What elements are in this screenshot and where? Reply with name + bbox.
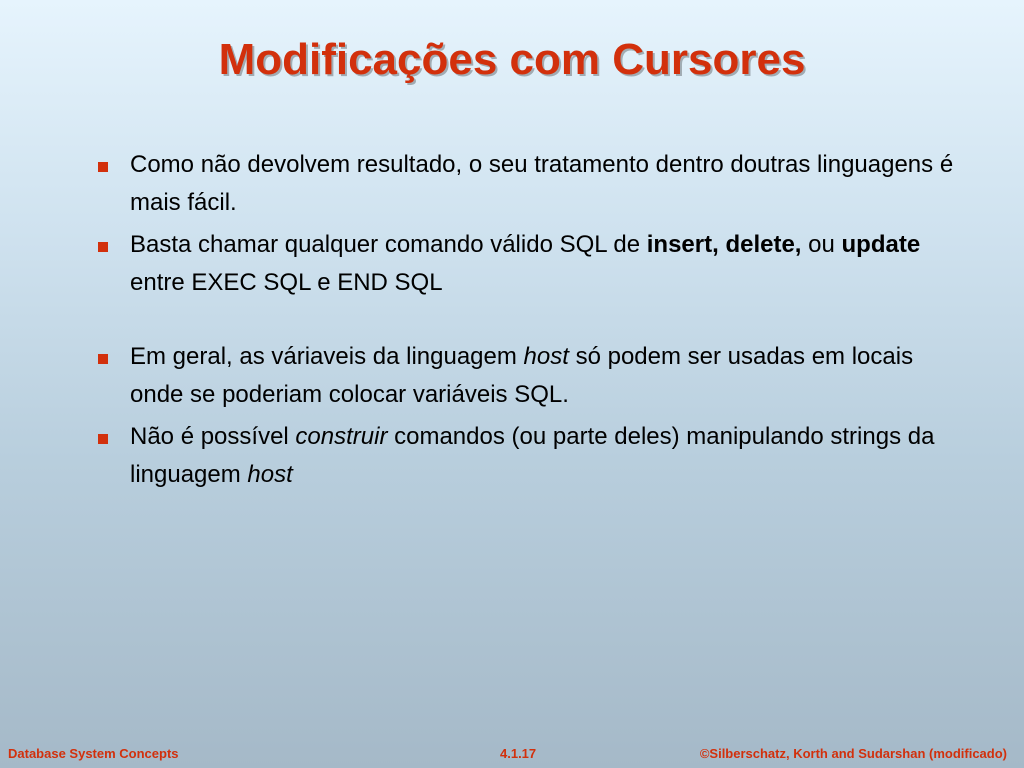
square-bullet-icon <box>98 434 108 444</box>
bullet-item <box>96 338 956 414</box>
bullet-item <box>96 226 956 302</box>
bullet-bold-text: insert, delete, <box>646 231 802 258</box>
bullet-italic-text: host <box>247 461 293 488</box>
footer-slide-number: 4.1.17 <box>500 746 537 761</box>
bullet-text: Em geral, as váriaveis da linguagem <box>130 343 524 370</box>
bullet-text: Basta chamar qualquer comando válido SQL de <box>130 231 647 258</box>
footer-book-title: Database System Concepts <box>8 746 179 761</box>
bullet-item <box>96 146 956 222</box>
bullet-text: entre EXEC SQL e END SQL <box>130 269 443 296</box>
bullet-text: ou <box>801 231 842 258</box>
bullet-bold-text: update <box>841 231 921 258</box>
bullet-item <box>96 418 956 494</box>
square-bullet-icon <box>98 354 108 364</box>
bullet-text: comandos (ou parte deles) manipulando strings da linguagem <box>130 423 935 488</box>
bullet-text: só podem ser usadas em locais onde se poderiam colocar variáveis SQL. <box>130 343 914 408</box>
bullet-text: Como não devolvem resultado, o seu tratamento dentro doutras linguagens é mais fácil. <box>130 151 954 216</box>
bullet-italic-text: construir <box>295 423 388 450</box>
square-bullet-icon <box>98 162 108 172</box>
bullet-italic-text: host <box>523 343 569 370</box>
bullet-text: Não é possível <box>130 423 296 450</box>
footer-copyright: ©Silberschatz, Korth and Sudarshan (modificado) <box>699 746 1007 761</box>
slide-title: Modificações com Cursores <box>218 35 806 84</box>
square-bullet-icon <box>98 242 108 252</box>
bullet-list <box>96 146 956 498</box>
